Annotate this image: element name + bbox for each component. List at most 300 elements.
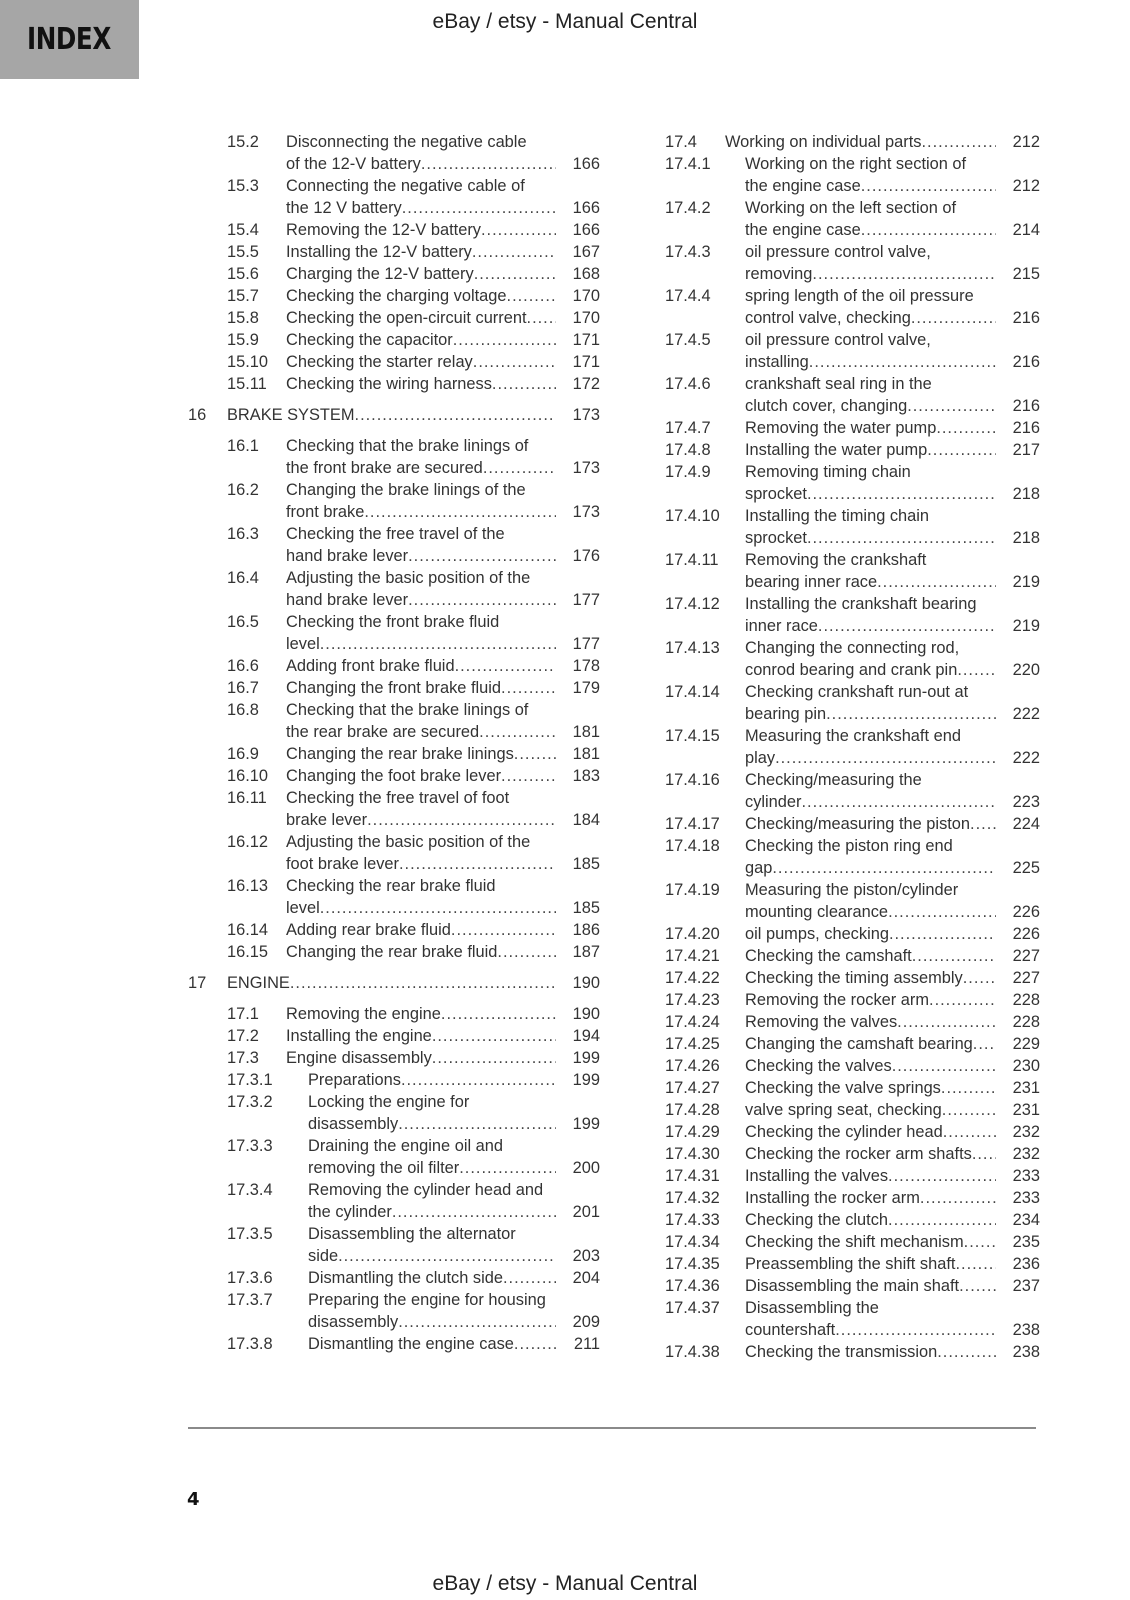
toc-entry-title: Installing the crankshaft bearing: [745, 595, 977, 613]
toc-entry-number: 16.10: [227, 767, 269, 785]
toc-entry-title: Working on the left section of: [745, 199, 957, 217]
toc-entry-title: Adjusting the basic position of the: [286, 833, 531, 851]
dot-leader: [955, 1253, 996, 1275]
toc-entry-number: 16.4: [227, 569, 259, 587]
toc-entry[interactable]: [188, 329, 600, 351]
toc-entry[interactable]: [188, 351, 600, 373]
toc-entry-title: Disconnecting the negative cable: [286, 133, 527, 151]
toc-entry-title: gap: [745, 859, 773, 877]
toc-entry[interactable]: [665, 1231, 1040, 1253]
dot-leader: [911, 307, 996, 329]
toc-entry-number: 17.3.5: [227, 1225, 273, 1243]
toc-entry[interactable]: [665, 989, 1040, 1011]
toc-entry-page: 227: [1012, 969, 1040, 987]
dot-leader: [479, 721, 556, 743]
toc-entry-title: Checking the charging voltage: [286, 287, 507, 305]
toc-entry-title: the engine case: [745, 177, 861, 195]
toc-entry[interactable]: [665, 153, 1040, 197]
toc-entry-number: 17.4.30: [665, 1145, 720, 1163]
toc-entry[interactable]: [188, 1289, 600, 1333]
toc-entry-title: Changing the foot brake lever: [286, 767, 502, 785]
toc-entry-number: 15.6: [227, 265, 259, 283]
dot-leader: [483, 457, 556, 479]
toc-entry-title: Checking the front brake fluid: [286, 613, 500, 631]
toc-entry-page: 200: [572, 1159, 600, 1177]
toc-entry-title: Measuring the piston/cylinder: [745, 881, 959, 899]
toc-entry-number: 17.4.9: [665, 463, 711, 481]
toc-entry-page: 183: [572, 767, 600, 785]
dot-leader: [922, 131, 997, 153]
toc-entry-number: 17.4.2: [665, 199, 711, 217]
toc-entry[interactable]: [188, 919, 600, 941]
toc-entry-title: Removing the water pump: [745, 419, 937, 437]
toc-entry-title: play: [745, 749, 776, 767]
toc-entry[interactable]: [665, 769, 1040, 813]
dot-leader: [807, 483, 996, 505]
toc-entry[interactable]: [665, 285, 1040, 329]
toc-entry-number: 17.1: [227, 1005, 259, 1023]
toc-entry-title: spring length of the oil pressure: [745, 287, 974, 305]
toc-entry-title: Checking the valve springs: [745, 1079, 941, 1097]
toc-entry-title: the 12 V battery: [286, 199, 402, 217]
toc-entry-page: 216: [1012, 353, 1040, 371]
toc-entry-title: Measuring the crankshaft end: [745, 727, 961, 745]
dot-leader: [408, 545, 556, 567]
toc-entry-page: 238: [1012, 1321, 1040, 1339]
toc-entry-page: 225: [1012, 859, 1040, 877]
toc-entry-number: 16.2: [227, 481, 259, 499]
toc-entry-title: Charging the 12-V battery: [286, 265, 474, 283]
dot-leader: [501, 765, 556, 787]
dot-leader: [941, 1077, 996, 1099]
toc-entry[interactable]: [188, 699, 600, 743]
toc-entry[interactable]: [665, 1341, 1040, 1363]
dot-leader: [772, 857, 996, 879]
toc-entry-number: 17.4.1: [665, 155, 711, 173]
toc-entry-title: Removing timing chain: [745, 463, 911, 481]
footer-title: eBay / etsy - Manual Central: [432, 1572, 698, 1595]
toc-entry-title: installing: [745, 353, 809, 371]
toc-entry-number: 17.4: [665, 133, 697, 151]
toc-entry[interactable]: [188, 1003, 600, 1025]
toc-entry-title: Checking the rear brake fluid: [286, 877, 496, 895]
dot-leader: [812, 263, 996, 285]
toc-entry-page: 199: [572, 1115, 600, 1133]
toc-entry[interactable]: [188, 941, 600, 963]
toc-entry-title: crankshaft seal ring in the: [745, 375, 932, 393]
toc-entry-title: inner race: [745, 617, 818, 635]
toc-entry-title: Disassembling the alternator: [308, 1225, 516, 1243]
toc-entry-title: side: [308, 1247, 339, 1265]
toc-entry[interactable]: [188, 285, 600, 307]
dot-leader: [514, 743, 556, 765]
dot-leader: [401, 1069, 556, 1091]
toc-entry-title: Changing the connecting rod,: [745, 639, 960, 657]
dot-leader: [451, 919, 556, 941]
toc-entry-number: 17.4.22: [665, 969, 720, 987]
toc-entry-title: Removing the crankshaft: [745, 551, 927, 569]
toc-entry[interactable]: [665, 1033, 1040, 1055]
toc-entry[interactable]: [665, 835, 1040, 879]
dot-leader: [320, 897, 556, 919]
toc-entry[interactable]: [665, 241, 1040, 285]
toc-entry-number: 17.4.14: [665, 683, 720, 701]
dot-leader: [826, 703, 996, 725]
toc-entry-number: 17.4.32: [665, 1189, 720, 1207]
toc-entry[interactable]: [665, 1055, 1040, 1077]
toc-entry[interactable]: [188, 831, 600, 875]
toc-entry[interactable]: [188, 972, 600, 994]
toc-entry-number: 17.2: [227, 1027, 259, 1045]
dot-leader: [320, 633, 556, 655]
toc-entry-number: 17.4.36: [665, 1277, 720, 1295]
toc-entry-title: removing the oil filter: [308, 1159, 460, 1177]
toc-entry-page: 212: [1012, 177, 1040, 195]
toc-entry-number: 17.4.12: [665, 595, 720, 613]
toc-entry-title: Checking the transmission: [745, 1343, 938, 1361]
dot-leader: [964, 1231, 996, 1253]
toc-entry[interactable]: [665, 505, 1040, 549]
toc-entry-title: Preassembling the shift shaft: [745, 1255, 956, 1273]
toc-entry[interactable]: [188, 373, 600, 395]
toc-entry[interactable]: [188, 523, 600, 567]
toc-entry-title: of the 12-V battery: [286, 155, 421, 173]
toc-entry-number: 17.4.20: [665, 925, 720, 943]
toc-entry[interactable]: [188, 875, 600, 919]
toc-entry-page: 231: [1012, 1079, 1040, 1097]
toc-entry-number: 17.4.17: [665, 815, 720, 833]
dot-leader: [432, 1025, 556, 1047]
toc-entry-title: oil pumps, checking: [745, 925, 889, 943]
toc-entry-page: 166: [572, 155, 600, 173]
toc-entry[interactable]: [188, 479, 600, 523]
toc-entry-title: level: [286, 635, 320, 653]
toc-entry[interactable]: [188, 1091, 600, 1135]
dot-leader: [492, 373, 556, 395]
toc-entry-title: Disassembling the main shaft: [745, 1277, 960, 1295]
toc-entry[interactable]: [665, 637, 1040, 681]
dot-leader: [835, 1319, 996, 1341]
toc-entry-page: 226: [1012, 925, 1040, 943]
toc-entry-page: 177: [572, 591, 600, 609]
dot-leader: [290, 972, 556, 994]
toc-entry-title: Checking the valves: [745, 1057, 892, 1075]
toc-entry-title: Removing the 12-V battery: [286, 221, 481, 239]
dot-leader: [888, 901, 996, 923]
toc-entry[interactable]: [665, 1121, 1040, 1143]
toc-entry[interactable]: [665, 1187, 1040, 1209]
toc-entry-number: 15.3: [227, 177, 259, 195]
toc-entry[interactable]: [665, 1143, 1040, 1165]
dot-leader: [912, 945, 996, 967]
toc-entry-page: 215: [1012, 265, 1040, 283]
toc-entry-number: 17.3.7: [227, 1291, 273, 1309]
dot-leader: [474, 263, 556, 285]
toc-entry-number: 16: [188, 406, 207, 424]
toc-entry-number: 17.3.8: [227, 1335, 273, 1353]
toc-entry[interactable]: [665, 373, 1040, 417]
toc-entry-title: oil pressure control valve,: [745, 331, 931, 349]
toc-entry[interactable]: [188, 1223, 600, 1267]
toc-entry-title: Checking the free travel of the: [286, 525, 505, 543]
toc-entry-title: cylinder: [745, 793, 802, 811]
toc-entry-page: 219: [1012, 573, 1040, 591]
toc-entry[interactable]: [665, 1099, 1040, 1121]
toc-entry-page: 233: [1012, 1189, 1040, 1207]
dot-leader: [507, 285, 556, 307]
toc-entry-page: 181: [572, 723, 600, 741]
toc-entry-title: Checking that the brake linings of: [286, 701, 529, 719]
toc-entry-page: 204: [572, 1269, 600, 1287]
dot-leader: [501, 677, 556, 699]
toc-entry-title: the engine case: [745, 221, 861, 239]
toc-entry-number: 15.5: [227, 243, 259, 261]
toc-entry-page: 176: [572, 547, 600, 565]
toc-entry[interactable]: [665, 197, 1040, 241]
toc-entry-page: 232: [1012, 1123, 1040, 1141]
toc-entry-page: 171: [572, 353, 600, 371]
toc-entry[interactable]: [188, 743, 600, 765]
toc-entry-title: Removing the rocker arm: [745, 991, 930, 1009]
toc-entry-title: Checking crankshaft run-out at: [745, 683, 969, 701]
toc-entry[interactable]: [665, 813, 1040, 835]
toc-entry-title: Working on the right section of: [745, 155, 967, 173]
toc-entry-title: Connecting the negative cable of: [286, 177, 525, 195]
toc-entry-title: Disassembling the: [745, 1299, 879, 1317]
toc-entry-number: 17.4.38: [665, 1343, 720, 1361]
toc-entry-page: 227: [1012, 947, 1040, 965]
toc-entry-title: Installing the timing chain: [745, 507, 930, 525]
dot-leader: [942, 1099, 996, 1121]
toc-entry[interactable]: [188, 611, 600, 655]
toc-entry-page: 173: [572, 459, 600, 477]
toc-entry-page: 214: [1012, 221, 1040, 239]
toc-entry[interactable]: [665, 945, 1040, 967]
toc-entry-number: 17.4.5: [665, 331, 711, 349]
dot-leader: [514, 1333, 556, 1355]
toc-entry-page: 237: [1012, 1277, 1040, 1295]
toc-entry[interactable]: [665, 549, 1040, 593]
toc-entry[interactable]: [188, 1135, 600, 1179]
dot-leader: [432, 1047, 556, 1069]
toc-entry-number: 16.11: [227, 789, 267, 807]
toc-entry-title: Checking the wiring harness: [286, 375, 492, 393]
toc-entry[interactable]: [665, 439, 1040, 461]
toc-entry-number: 17.4.35: [665, 1255, 720, 1273]
toc-entry-page: 199: [572, 1049, 600, 1067]
toc-entry-page: 228: [1012, 991, 1040, 1009]
dot-leader: [367, 809, 556, 831]
toc-entry-page: 170: [572, 287, 600, 305]
toc-entry-title: Adding front brake fluid: [286, 657, 455, 675]
toc-entry-number: 15.10: [227, 353, 269, 371]
toc-entry-title: BRAKE SYSTEM: [227, 406, 355, 424]
dot-leader: [527, 307, 556, 329]
dot-leader: [959, 1275, 996, 1297]
toc-entry-title: Checking the piston ring end: [745, 837, 953, 855]
toc-entry-page: 201: [572, 1203, 600, 1221]
toc-entry-number: 17.4.8: [665, 441, 711, 459]
toc-entry-number: 17.4.25: [665, 1035, 720, 1053]
toc-entry-page: 203: [572, 1247, 600, 1265]
toc-entry-title: Installing the valves: [745, 1167, 889, 1185]
dot-leader: [364, 501, 556, 523]
dot-leader: [936, 417, 996, 439]
toc-entry[interactable]: [188, 1333, 600, 1355]
toc-entry[interactable]: [665, 725, 1040, 769]
dot-leader: [481, 219, 556, 241]
toc-entry-page: 234: [1012, 1211, 1040, 1229]
toc-entry[interactable]: [188, 567, 600, 611]
toc-entry-page: 184: [572, 811, 600, 829]
toc-entry-title: Checking the camshaft: [745, 947, 912, 965]
toc-entry[interactable]: [665, 461, 1040, 505]
toc-entry[interactable]: [665, 1165, 1040, 1187]
toc-entry[interactable]: [188, 1179, 600, 1223]
toc-entry[interactable]: [665, 417, 1040, 439]
dot-leader: [818, 615, 996, 637]
toc-entry-number: 17.4.15: [665, 727, 720, 745]
dot-leader: [972, 1143, 996, 1165]
toc-entry[interactable]: [188, 404, 600, 426]
toc-entry-number: 17.4.24: [665, 1013, 720, 1031]
toc-entry[interactable]: [188, 1025, 600, 1047]
toc-entry-number: 15.2: [227, 133, 259, 151]
toc-entry[interactable]: [188, 765, 600, 787]
toc-entry-title: ENGINE: [227, 974, 290, 992]
toc-entry[interactable]: [188, 307, 600, 329]
toc-entry-title: disassembly: [308, 1313, 399, 1331]
toc-entry[interactable]: [665, 879, 1040, 923]
index-label: INDEX: [27, 22, 111, 57]
toc-entry-title: Adjusting the basic position of the: [286, 569, 531, 587]
toc-entry[interactable]: [188, 175, 600, 219]
toc-entry-title: the rear brake are secured: [286, 723, 480, 741]
toc-entry-title: Preparing the engine for housing: [308, 1291, 546, 1309]
toc-entry[interactable]: [665, 1011, 1040, 1033]
toc-entry-number: 17.4.26: [665, 1057, 720, 1075]
toc-entry-title: level: [286, 899, 320, 917]
dot-leader: [877, 571, 996, 593]
toc-entry-number: 17.4.23: [665, 991, 720, 1009]
toc-entry[interactable]: [665, 1297, 1040, 1341]
toc-entry-title: Removing the cylinder head and: [308, 1181, 544, 1199]
toc-entry[interactable]: [188, 1069, 600, 1091]
toc-entry-number: 17.4.13: [665, 639, 720, 657]
toc-entry[interactable]: [188, 655, 600, 677]
toc-entry-number: 17.3.2: [227, 1093, 273, 1111]
toc-entry-page: 168: [572, 265, 600, 283]
toc-entry-page: 223: [1012, 793, 1040, 811]
toc-entry-title: Installing the water pump: [745, 441, 928, 459]
dot-leader: [963, 967, 996, 989]
toc-entry[interactable]: [665, 923, 1040, 945]
toc-entry-title: Checking the open-circuit current: [286, 309, 527, 327]
toc-entry-number: 16.5: [227, 613, 259, 631]
toc-entry-title: brake lever: [286, 811, 368, 829]
toc-entry-number: 17.4.18: [665, 837, 720, 855]
dot-leader: [907, 395, 996, 417]
toc-entry-page: 222: [1012, 705, 1040, 723]
toc-entry-page: 173: [572, 503, 600, 521]
toc-entry-title: mounting clearance: [745, 903, 889, 921]
dot-leader: [338, 1245, 556, 1267]
toc-entry[interactable]: [188, 131, 600, 175]
toc-entry[interactable]: [188, 435, 600, 479]
toc-entry-number: 17.4.21: [665, 947, 720, 965]
toc-entry-page: 172: [572, 375, 600, 393]
toc-entry-number: 17.4.34: [665, 1233, 720, 1251]
page-number: 4: [187, 1489, 200, 1510]
toc-entry-number: 16.8: [227, 701, 259, 719]
toc-entry-number: 15.4: [227, 221, 259, 239]
page-header: [0, 10, 1130, 34]
toc-entry[interactable]: [665, 593, 1040, 637]
toc-entry-title: conrod bearing and crank pin: [745, 661, 958, 679]
toc-entry-number: 16.1: [227, 437, 259, 455]
toc-entry-title: the front brake are secured: [286, 459, 483, 477]
toc-entry[interactable]: [188, 263, 600, 285]
toc-entry[interactable]: [188, 219, 600, 241]
toc-entry[interactable]: [665, 131, 1040, 153]
toc-entry-number: 17.4.28: [665, 1101, 720, 1119]
dot-leader: [497, 941, 556, 963]
dot-leader: [920, 1187, 996, 1209]
toc-entry-page: 166: [572, 199, 600, 217]
toc-entry-number: 17.3.6: [227, 1269, 273, 1287]
toc-entry[interactable]: [665, 329, 1040, 373]
toc-entry[interactable]: [188, 677, 600, 699]
toc-entry-title: the cylinder: [308, 1203, 392, 1221]
dot-leader: [455, 655, 556, 677]
toc-entry-number: 16.9: [227, 745, 259, 763]
toc-entry-title: Draining the engine oil and: [308, 1137, 504, 1155]
toc-entry[interactable]: [665, 1253, 1040, 1275]
toc-entry[interactable]: [188, 787, 600, 831]
toc-entry-number: 17.4.37: [665, 1299, 720, 1317]
toc-entry[interactable]: [665, 967, 1040, 989]
toc-entry-page: 194: [572, 1027, 600, 1045]
toc-entry-number: 17.4.11: [665, 551, 719, 569]
toc-entry-page: 167: [572, 243, 600, 261]
toc-entry-number: 16.3: [227, 525, 259, 543]
toc-entry-page: 229: [1012, 1035, 1040, 1053]
toc-entry-page: 230: [1012, 1057, 1040, 1075]
toc-entry-page: 218: [1012, 529, 1040, 547]
toc-entry-page: 216: [1012, 397, 1040, 415]
toc-entry-title: Removing the valves: [745, 1013, 898, 1031]
toc-entry-page: 209: [572, 1313, 600, 1331]
toc-entry-number: 17.4.29: [665, 1123, 720, 1141]
toc-entry-title: sprocket: [745, 529, 807, 547]
toc-entry[interactable]: [665, 681, 1040, 725]
toc-entry[interactable]: [188, 241, 600, 263]
toc-entry[interactable]: [665, 1077, 1040, 1099]
dot-leader: [973, 1033, 996, 1055]
dot-leader: [897, 1011, 996, 1033]
toc-entry-number: 17.3.4: [227, 1181, 273, 1199]
toc-entry-title: hand brake lever: [286, 591, 409, 609]
toc-entry-title: Checking the shift mechanism: [745, 1233, 964, 1251]
toc-entry[interactable]: [188, 1047, 600, 1069]
toc-entry-page: 228: [1012, 1013, 1040, 1031]
toc-entry[interactable]: [665, 1209, 1040, 1231]
toc-entry-title: Changing the rear brake linings: [286, 745, 514, 763]
toc-entry[interactable]: [188, 1267, 600, 1289]
toc-entry[interactable]: [665, 1275, 1040, 1297]
toc-entry-page: 166: [572, 221, 600, 239]
dot-leader: [892, 1055, 996, 1077]
